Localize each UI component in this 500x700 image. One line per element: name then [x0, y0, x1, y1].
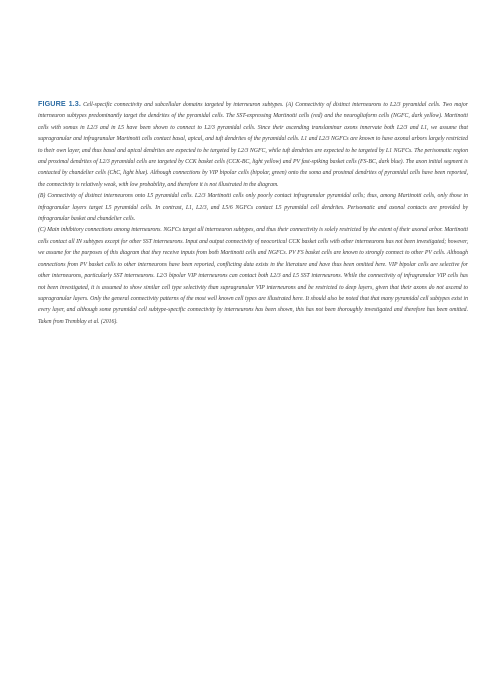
- caption-paragraph-a: [38, 98, 468, 191]
- caption-paragraph-c: [38, 225, 468, 328]
- caption-text-a: Cell-specific connectivity and subcellular domains targeted by interneuron subtypes. (A) Connectivity of distinct interneurons to L2/3 pyramidal cells. Two major interneuron subtypes predominantly target the dendrites of the pyramidal cells. The SST-expressing Martinotti cells (red) and the neurogliaform cells (NGFC, dark yellow). Martinotti cells with somas in L2/3 and in L5 have been shown to connect to L2/3 pyramidal cells. Since their ascending translaminar axons innervate both L2/3 and L1, we assume that supragranular and infragranular Martinotti cells contact basal, apical, and tuft dendrites of the pyramidal cells. L1 and L2/3 NGFCs are known to have axonal arbors largely restricted to their own layer, and thus basal and apical dendrites are expected to be targeted by L2/3 NGFC, while tuft dendrites are expected to be targeted by L1 NGFCs. The perisomatic region and proximal dendrites of L2/3 pyramidal cells are targeted by CCK basket cells (CCK-BC, light yellow) and PV fast-spiking basket cells (FS-BC, dark blue). The axon initial segment is contacted by chandelier cells (ChC, light blue). Although connections by VIP bipolar cells (bipolar, green) onto the soma and proximal dendrites of pyramidal cells have been reported, the connectivity is relatively weak, with low probability, and therefore it is not illustrated in the diagram.: [38, 102, 468, 188]
- figure-label: FIGURE 1.3.: [38, 99, 81, 108]
- caption-text-b: (B) Connectivity of distinct interneurons onto L5 pyramidal cells. L2/3 Martinotti cells only poorly contact infragranular pyramidal cells; thus, among Martinotti cells, only those in infragranular layers target L5 pyramidal cells. In contrast, L1, L2/3, and L5/6 NGFCs contact L5 pyramidal cell dendrites. Perisomatic and axonal contacts are provided by infragranular basket and chandelier cells.: [38, 193, 468, 223]
- caption-paragraph-b: [38, 191, 468, 225]
- caption-text-c: (C) Main inhibitory connections among interneurons. NGFCs target all interneuron subtypes, and thus their connectivity is solely restricted by the extent of their axonal arbor. Martinotti cells contact all IN subtypes except for other SST interneurons. Input and output connectivity of neocortical CCK basket cells with other interneurons has not been investigated; however, we assume for the purposes of this diagram that they receive inputs from both Martinotti cells and NGFCs. PV FS basket cells are known to strongly connect to other PV cells. Although connections from PV basket cells to other interneurons have been reported, conflicting data exists in the literature and have thus been omitted here. VIP bipolar cells are selective for other interneurons, particularly SST interneurons. L2/3 bipolar VIP interneurons can contact both L2/3 and L5 SST interneurons. While the connectivity of infragranular VIP cells has not been investigated, it is assumed to show similar cell type selectivity than supragranular VIP interneurons and be restricted to deep layers, given that their axons do not ascend to supragranular layers. Only the general connectivity patterns of the most well known cell types are illustrated here. It should also be noted that that many pyramidal cell subtypes exist in every layer, and although some pyramidal cell subtype-specific connectivity by interneurons has been shown, this has not been thoroughly investigated and therefore has been omitted. Taken from Tremblay et al. (2016).: [38, 227, 468, 325]
- figure-caption: [38, 98, 468, 328]
